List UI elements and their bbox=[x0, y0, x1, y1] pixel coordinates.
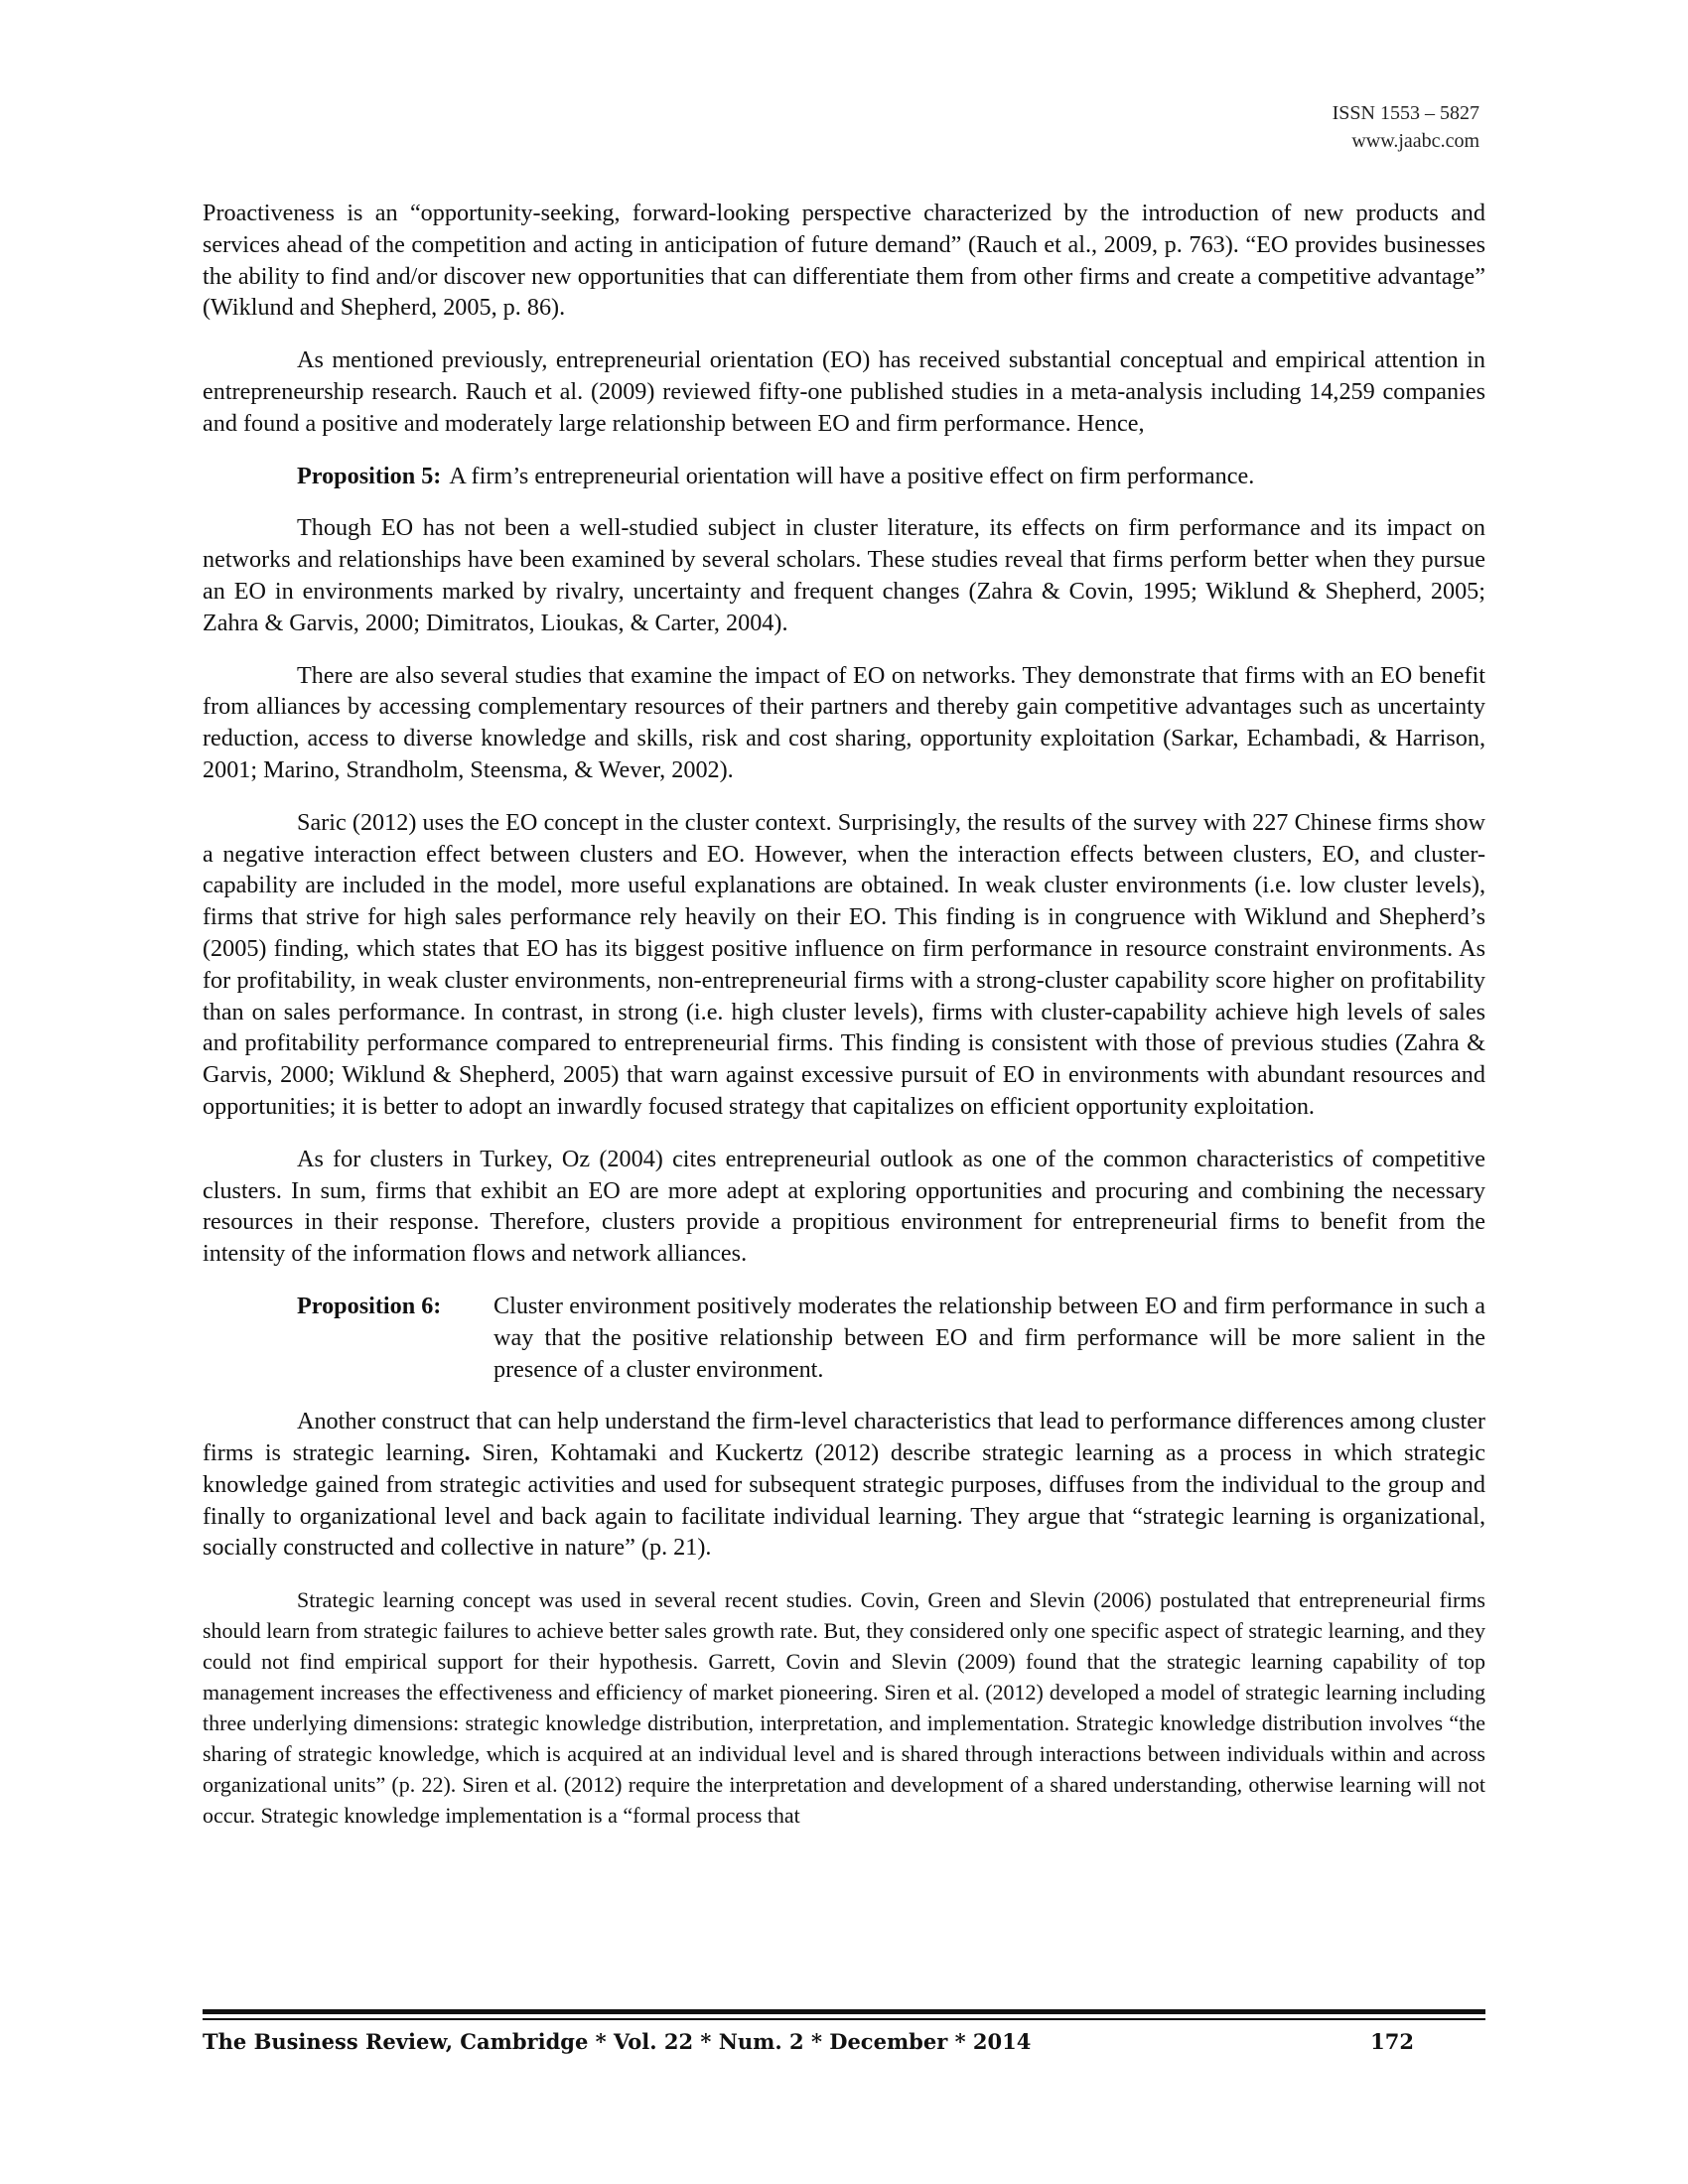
proposition-5 bbox=[297, 461, 1485, 492]
journal-citation: The Business Review, Cambridge * Vol. 22 * Num. 2 * December * 2014 bbox=[203, 2029, 1032, 2054]
issn-number: ISSN 1553 – 5827 bbox=[1332, 102, 1479, 124]
footer-rule-thick bbox=[203, 2009, 1485, 2014]
strategic-learning-period: . bbox=[464, 1439, 471, 1467]
strategic-learning-definition: Siren, Kohtamaki and Kuckertz (2012) describe strategic learning as a process in which strategic knowledge gained from strategic activities and used for subsequent strategic purposes, diffuses from the individual to the group and finally to organizational level and back again to facilitate individual learning. They argue that “strategic learning is organizational, socially constructed and collective in nature” (p. 21). bbox=[203, 1439, 1485, 1562]
journal-website: www.jaabc.com bbox=[1351, 130, 1479, 152]
paragraph-strategic-learning-studies: Strategic learning concept was used in several recent studies. Covin, Green and Slevin (2006) postulated that entrepreneurial firms should learn from strategic failures to achieve better sales growth rate. But, they considered only one specific aspect of strategic learning, and they could not find empirical support for their hypothesis. Garrett, Covin and Slevin (2009) found that the strategic learning capability of top management increases the effectiveness and efficiency of market pioneering. Siren et al. (2012) developed a model of strategic learning including three underlying dimensions: strategic knowledge distribution, interpretation, and implementation. Strategic knowledge distribution involves “the sharing of strategic knowledge, which is acquired at an individual level and is shared through interactions between individuals within and across organizational units” (p. 22). Siren et al. (2012) require the interpretation and development of a shared understanding, otherwise learning will not occur. Strategic knowledge implementation is a “formal process that bbox=[203, 1587, 1485, 1829]
proposition-6-label: Proposition 6: bbox=[297, 1292, 442, 1319]
page-number: 172 bbox=[1370, 2029, 1414, 2054]
page-footer bbox=[203, 2025, 1485, 2065]
paragraph-saric-study: Saric (2012) uses the EO concept in the cluster context. Surprisingly, the results of the survey with 227 Chinese firms show a negative interaction effect between clusters and EO. However, when the interaction effects between clusters, EO, and cluster-capability are included in the model, more useful explanations are obtained. In weak cluster environments (i.e. low cluster levels), firms that strive for high sales performance rely heavily on their EO. This finding is in congruence with Wiklund and Shepherd’s (2005) finding, which states that EO has its biggest positive influence on firm performance in resource constraint environments. As for profitability, in weak cluster environments, non-entrepreneurial firms with a strong-cluster capability score higher on profitability than on sales performance. In contrast, in strong (i.e. high cluster levels), firms with cluster-capability achieve high levels of sales and profitability performance compared to entrepreneurial firms. This finding is consistent with those of previous studies (Zahra & Garvis, 2000; Wiklund & Shepherd, 2005) that warn against excessive pursuit of EO in environments with abundant resources and opportunities; it is better to adopt an inwardly focused strategy that capitalizes on efficient opportunity exploitation. bbox=[203, 808, 1485, 1120]
proposition-5-label: Proposition 5: bbox=[297, 462, 442, 489]
proposition-6 bbox=[297, 1291, 1485, 1385]
footer-rule-thin bbox=[203, 2018, 1485, 2020]
paragraph-strategic-learning bbox=[203, 1406, 1485, 1564]
paragraph-proactiveness: Proactiveness is an “opportunity-seeking, forward-looking perspective characterized by the introduction of new products and services ahead of the competition and acting in anticipation of future demand” (Rauch et al., 2009, p. 763). “EO provides businesses the ability to find and/or discover new opportunities that can differentiate them from other firms and create a competitive advantage” (Wiklund and Shepherd, 2005, p. 86). bbox=[203, 200, 1485, 322]
paragraph-eo-attention: As mentioned previously, entrepreneurial orientation (EO) has received substantial conceptual and empirical attention in entrepreneurship research. Rauch et al. (2009) reviewed fifty-one published studies in a meta-analysis including 14,259 companies and found a positive and moderately large relationship between EO and firm performance. Hence, bbox=[203, 346, 1485, 437]
proposition-6-text: Cluster environment positively moderates the relationship between EO and firm performance in such a way that the positive relationship between EO and firm performance will be more salient in the presence of a cluster environment. bbox=[493, 1292, 1485, 1383]
proposition-5-text: A firm’s entrepreneurial orientation will have a positive effect on firm performance. bbox=[449, 462, 1255, 489]
strategic-learning-intro: Another construct that can help understand the firm-level characteristics that lead to performance differences among cluster firms is strategic learning bbox=[203, 1408, 1485, 1467]
paragraph-eo-networks: There are also several studies that examine the impact of EO on networks. They demonstrate that firms with an EO benefit from alliances by accessing complementary resources of their partners and thereby gain competitive advantages such as uncertainty reduction, access to diverse knowledge and skills, risk and cost sharing, opportunity exploitation (Sarkar, Echambadi, & Harrison, 2001; Marino, Strandholm, Steensma, & Wever, 2002). bbox=[203, 661, 1485, 783]
paragraph-eo-cluster-literature: Though EO has not been a well-studied subject in cluster literature, its effects on firm performance and its impact on networks and relationships have been examined by several scholars. These studies reveal that firms perform better when they pursue an EO in environments marked by rivalry, uncertainty and frequent changes (Zahra & Covin, 1995; Wiklund & Shepherd, 2005; Zahra & Garvis, 2000; Dimitratos, Lioukas, & Carter, 2004). bbox=[203, 514, 1485, 636]
article-body bbox=[203, 198, 1485, 1851]
paragraph-clusters-turkey: As for clusters in Turkey, Oz (2004) cites entrepreneurial outlook as one of the common characteristics of competitive clusters. In sum, firms that exhibit an EO are more adept at exploring opportunities and procuring and combining the necessary resources in their response. Therefore, clusters provide a propitious environment for entrepreneurial firms to benefit from the intensity of the information flows and network alliances. bbox=[203, 1145, 1485, 1268]
page-header bbox=[1333, 99, 1479, 155]
